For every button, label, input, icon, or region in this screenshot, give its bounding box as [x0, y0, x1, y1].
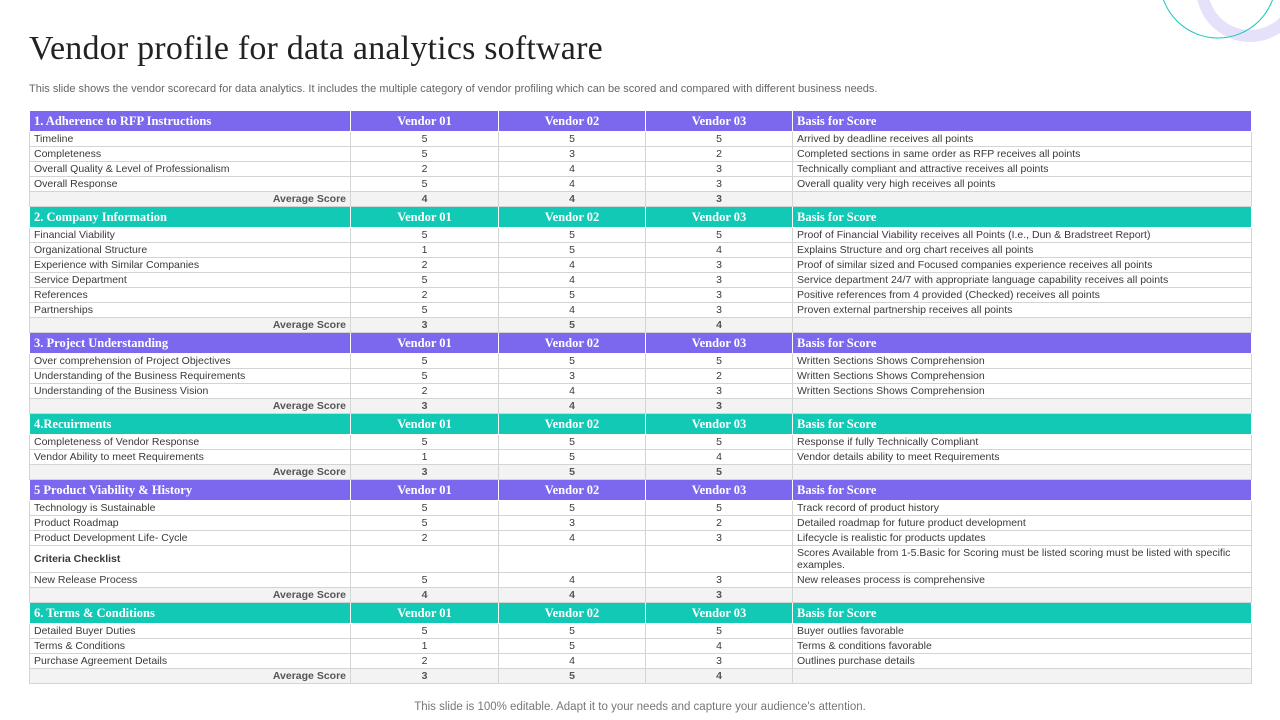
- vendor-column-header: Vendor 01: [351, 414, 499, 435]
- criteria-cell: References: [30, 288, 351, 303]
- score-cell: 5: [499, 639, 646, 654]
- score-cell: 4: [499, 384, 646, 399]
- score-cell: 5: [646, 435, 793, 450]
- score-cell: 2: [646, 516, 793, 531]
- basis-cell: Technically compliant and attractive receives all points: [793, 162, 1252, 177]
- score-cell: 5: [646, 624, 793, 639]
- score-cell: 3: [646, 288, 793, 303]
- score-cell: 5: [351, 228, 499, 243]
- score-cell: 5: [351, 354, 499, 369]
- criteria-cell: New Release Process: [30, 573, 351, 588]
- criteria-cell: Detailed Buyer Duties: [30, 624, 351, 639]
- basis-cell: Scores Available from 1-5.Basic for Scoring must be listed scoring must be listed with specific examples.: [793, 546, 1252, 573]
- average-score-cell: [793, 399, 1252, 414]
- basis-cell: Written Sections Shows Comprehension: [793, 354, 1252, 369]
- score-cell: 5: [351, 303, 499, 318]
- score-cell: 2: [351, 384, 499, 399]
- average-row: [30, 588, 1252, 603]
- vendor-column-header: Vendor 03: [646, 414, 793, 435]
- table-row: [30, 147, 1252, 162]
- score-cell: 5: [646, 354, 793, 369]
- table-row: [30, 573, 1252, 588]
- score-cell: 4: [499, 303, 646, 318]
- page-subtitle: This slide shows the vendor scorecard for data analytics. It includes the multiple category of vendor profiling which can be scored and compared with different business needs.: [29, 83, 878, 95]
- basis-column-header: Basis for Score: [793, 207, 1252, 228]
- criteria-cell: Terms & Conditions: [30, 639, 351, 654]
- score-cell: 5: [351, 516, 499, 531]
- section-header: [30, 414, 1252, 435]
- criteria-cell: Purchase Agreement Details: [30, 654, 351, 669]
- score-cell: [646, 546, 793, 573]
- basis-cell: Track record of product history: [793, 501, 1252, 516]
- basis-cell: New releases process is comprehensive: [793, 573, 1252, 588]
- section-title: 3. Project Understanding: [30, 333, 351, 354]
- section-header: [30, 207, 1252, 228]
- decorative-circles: [1150, 0, 1280, 50]
- vendor-column-header: Vendor 01: [351, 333, 499, 354]
- basis-cell: Written Sections Shows Comprehension: [793, 369, 1252, 384]
- basis-cell: Completed sections in same order as RFP receives all points: [793, 147, 1252, 162]
- basis-cell: Service department 24/7 with appropriate language capability receives all points: [793, 273, 1252, 288]
- basis-column-header: Basis for Score: [793, 414, 1252, 435]
- vendor-column-header: Vendor 03: [646, 603, 793, 624]
- criteria-cell: Criteria Checklist: [30, 546, 351, 573]
- average-score-cell: 3: [646, 192, 793, 207]
- score-cell: 5: [499, 435, 646, 450]
- average-row: [30, 399, 1252, 414]
- table-row: [30, 369, 1252, 384]
- score-cell: 5: [351, 435, 499, 450]
- criteria-cell: Overall Response: [30, 177, 351, 192]
- criteria-cell: Financial Viability: [30, 228, 351, 243]
- score-cell: 5: [351, 501, 499, 516]
- average-score-cell: 3: [351, 465, 499, 480]
- basis-cell: Proven external partnership receives all points: [793, 303, 1252, 318]
- criteria-cell: Experience with Similar Companies: [30, 258, 351, 273]
- vendor-column-header: Vendor 02: [499, 333, 646, 354]
- score-cell: 5: [351, 369, 499, 384]
- section-title: 6. Terms & Conditions: [30, 603, 351, 624]
- score-cell: 2: [646, 147, 793, 162]
- criteria-cell: Completeness: [30, 147, 351, 162]
- section-header: [30, 111, 1252, 132]
- basis-cell: Proof of similar sized and Focused companies experience receives all points: [793, 258, 1252, 273]
- table-row: [30, 639, 1252, 654]
- average-score-cell: 3: [351, 399, 499, 414]
- average-score-cell: 4: [351, 588, 499, 603]
- score-cell: 3: [646, 573, 793, 588]
- table-row: [30, 288, 1252, 303]
- average-label: Average Score: [30, 318, 351, 333]
- score-cell: 1: [351, 450, 499, 465]
- vendor-column-header: Vendor 01: [351, 480, 499, 501]
- score-cell: 5: [351, 147, 499, 162]
- score-cell: 5: [646, 132, 793, 147]
- score-cell: 5: [351, 132, 499, 147]
- score-cell: 3: [499, 516, 646, 531]
- score-cell: 4: [646, 639, 793, 654]
- criteria-cell: Organizational Structure: [30, 243, 351, 258]
- average-score-cell: 3: [646, 588, 793, 603]
- average-label: Average Score: [30, 465, 351, 480]
- average-score-cell: 5: [499, 318, 646, 333]
- table-row: [30, 654, 1252, 669]
- table-row: [30, 228, 1252, 243]
- average-score-cell: 3: [351, 318, 499, 333]
- score-cell: 5: [646, 501, 793, 516]
- average-row: [30, 465, 1252, 480]
- vendor-column-header: Vendor 02: [499, 207, 646, 228]
- table-row: [30, 384, 1252, 399]
- criteria-cell: Product Roadmap: [30, 516, 351, 531]
- basis-column-header: Basis for Score: [793, 480, 1252, 501]
- score-cell: 2: [351, 288, 499, 303]
- score-cell: 4: [646, 450, 793, 465]
- basis-cell: Outlines purchase details: [793, 654, 1252, 669]
- criteria-cell: Timeline: [30, 132, 351, 147]
- page-title: Vendor profile for data analytics software: [29, 30, 603, 67]
- basis-column-header: Basis for Score: [793, 333, 1252, 354]
- average-score-cell: [793, 588, 1252, 603]
- basis-cell: Proof of Financial Viability receives all Points (I.e., Dun & Bradstreet Report): [793, 228, 1252, 243]
- average-score-cell: 3: [646, 399, 793, 414]
- basis-cell: Arrived by deadline receives all points: [793, 132, 1252, 147]
- criteria-cell: Product Development Life- Cycle: [30, 531, 351, 546]
- basis-cell: Buyer outlies favorable: [793, 624, 1252, 639]
- score-cell: 3: [646, 303, 793, 318]
- table-row: [30, 531, 1252, 546]
- average-score-cell: 4: [646, 669, 793, 684]
- vendor-column-header: Vendor 02: [499, 480, 646, 501]
- score-cell: 3: [499, 147, 646, 162]
- vendor-column-header: Vendor 02: [499, 414, 646, 435]
- table-row: [30, 132, 1252, 147]
- score-cell: 5: [499, 243, 646, 258]
- basis-cell: Written Sections Shows Comprehension: [793, 384, 1252, 399]
- basis-cell: Response if fully Technically Compliant: [793, 435, 1252, 450]
- score-cell: 3: [499, 369, 646, 384]
- table-row: [30, 516, 1252, 531]
- score-cell: 5: [351, 273, 499, 288]
- basis-cell: Lifecycle is realistic for products updates: [793, 531, 1252, 546]
- criteria-cell: Technology is Sustainable: [30, 501, 351, 516]
- score-cell: 5: [351, 573, 499, 588]
- vendor-column-header: Vendor 01: [351, 207, 499, 228]
- table-row: [30, 435, 1252, 450]
- table-row: [30, 243, 1252, 258]
- score-cell: 5: [499, 624, 646, 639]
- vendor-column-header: Vendor 03: [646, 333, 793, 354]
- average-score-cell: 4: [499, 192, 646, 207]
- score-cell: 5: [499, 132, 646, 147]
- section-header: [30, 333, 1252, 354]
- vendor-scorecard-table: [29, 110, 1252, 684]
- average-label: Average Score: [30, 588, 351, 603]
- vendor-column-header: Vendor 03: [646, 480, 793, 501]
- table-row: [30, 546, 1252, 573]
- table-row: [30, 450, 1252, 465]
- section-title: 5 Product Viability & History: [30, 480, 351, 501]
- score-cell: 5: [499, 501, 646, 516]
- basis-cell: Vendor details ability to meet Requirements: [793, 450, 1252, 465]
- average-score-cell: 5: [499, 669, 646, 684]
- score-cell: 4: [646, 243, 793, 258]
- table-row: [30, 273, 1252, 288]
- average-row: [30, 669, 1252, 684]
- criteria-cell: Understanding of the Business Requirements: [30, 369, 351, 384]
- score-cell: 5: [646, 228, 793, 243]
- criteria-cell: Partnerships: [30, 303, 351, 318]
- vendor-column-header: Vendor 03: [646, 111, 793, 132]
- average-score-cell: 4: [351, 192, 499, 207]
- vendor-column-header: Vendor 01: [351, 111, 499, 132]
- section-header: [30, 480, 1252, 501]
- average-score-cell: 4: [499, 399, 646, 414]
- average-score-cell: [793, 192, 1252, 207]
- score-cell: 2: [351, 531, 499, 546]
- average-score-cell: 4: [646, 318, 793, 333]
- section-header: [30, 603, 1252, 624]
- average-score-cell: [793, 465, 1252, 480]
- criteria-cell: Over comprehension of Project Objectives: [30, 354, 351, 369]
- vendor-column-header: Vendor 03: [646, 207, 793, 228]
- score-cell: 3: [646, 654, 793, 669]
- average-score-cell: 5: [499, 465, 646, 480]
- criteria-cell: Completeness of Vendor Response: [30, 435, 351, 450]
- table-row: [30, 501, 1252, 516]
- score-cell: 3: [646, 162, 793, 177]
- basis-cell: Terms & conditions favorable: [793, 639, 1252, 654]
- score-cell: 4: [499, 162, 646, 177]
- basis-cell: Positive references from 4 provided (Checked) receives all points: [793, 288, 1252, 303]
- basis-column-header: Basis for Score: [793, 111, 1252, 132]
- table-row: [30, 258, 1252, 273]
- basis-cell: Explains Structure and org chart receives all points: [793, 243, 1252, 258]
- vendor-column-header: Vendor 02: [499, 603, 646, 624]
- score-cell: 4: [499, 654, 646, 669]
- average-score-cell: 3: [351, 669, 499, 684]
- criteria-cell: Vendor Ability to meet Requirements: [30, 450, 351, 465]
- average-score-cell: 4: [499, 588, 646, 603]
- section-title: 2. Company Information: [30, 207, 351, 228]
- score-cell: 5: [499, 354, 646, 369]
- table-row: [30, 624, 1252, 639]
- criteria-cell: Overall Quality & Level of Professionalism: [30, 162, 351, 177]
- score-cell: 5: [351, 624, 499, 639]
- vendor-column-header: Vendor 02: [499, 111, 646, 132]
- score-cell: 1: [351, 243, 499, 258]
- score-cell: [351, 546, 499, 573]
- score-cell: 3: [646, 273, 793, 288]
- score-cell: 5: [499, 228, 646, 243]
- score-cell: 4: [499, 573, 646, 588]
- score-cell: 4: [499, 273, 646, 288]
- score-cell: 4: [499, 258, 646, 273]
- section-title: 1. Adherence to RFP Instructions: [30, 111, 351, 132]
- table-row: [30, 162, 1252, 177]
- average-label: Average Score: [30, 192, 351, 207]
- average-score-cell: 5: [646, 465, 793, 480]
- average-score-cell: [793, 669, 1252, 684]
- basis-column-header: Basis for Score: [793, 603, 1252, 624]
- score-cell: 5: [499, 450, 646, 465]
- average-score-cell: [793, 318, 1252, 333]
- vendor-column-header: Vendor 01: [351, 603, 499, 624]
- basis-cell: Overall quality very high receives all points: [793, 177, 1252, 192]
- criteria-cell: Understanding of the Business Vision: [30, 384, 351, 399]
- table-row: [30, 177, 1252, 192]
- score-cell: 5: [351, 177, 499, 192]
- table-row: [30, 303, 1252, 318]
- score-cell: 4: [499, 177, 646, 192]
- score-cell: 3: [646, 258, 793, 273]
- average-label: Average Score: [30, 669, 351, 684]
- average-row: [30, 318, 1252, 333]
- score-cell: 3: [646, 384, 793, 399]
- score-cell: 5: [499, 288, 646, 303]
- score-cell: 2: [351, 654, 499, 669]
- footer-note: This slide is 100% editable. Adapt it to your needs and capture your audience's attention.: [414, 701, 866, 713]
- score-cell: 4: [499, 531, 646, 546]
- average-label: Average Score: [30, 399, 351, 414]
- section-title: 4.Recuirments: [30, 414, 351, 435]
- average-row: [30, 192, 1252, 207]
- score-cell: [499, 546, 646, 573]
- score-cell: 3: [646, 177, 793, 192]
- score-cell: 3: [646, 531, 793, 546]
- criteria-cell: Service Department: [30, 273, 351, 288]
- score-cell: 1: [351, 639, 499, 654]
- table-row: [30, 354, 1252, 369]
- score-cell: 2: [351, 258, 499, 273]
- score-cell: 2: [351, 162, 499, 177]
- basis-cell: Detailed roadmap for future product development: [793, 516, 1252, 531]
- score-cell: 2: [646, 369, 793, 384]
